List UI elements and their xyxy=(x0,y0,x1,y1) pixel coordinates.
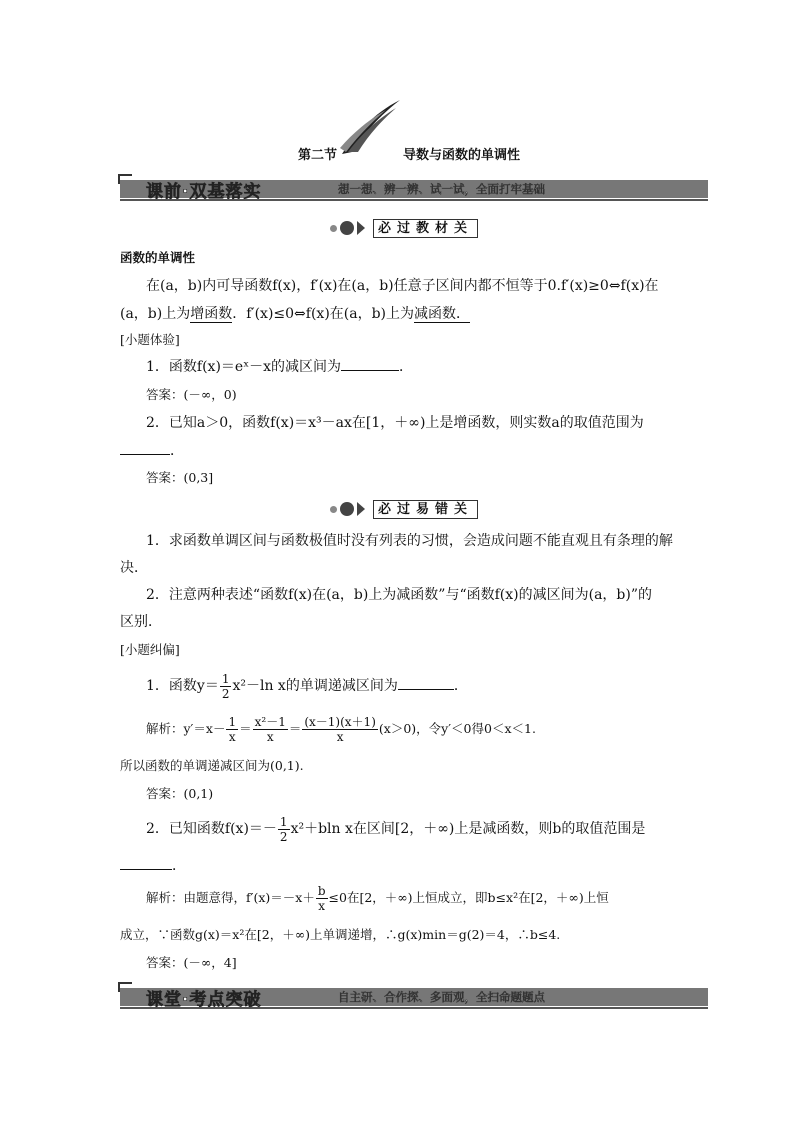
section-label-yicuo xyxy=(330,499,478,519)
numerator: 1 xyxy=(279,814,288,829)
underlined-answer: 减函数 xyxy=(414,306,457,322)
banner-title: 课堂·考点突破 xyxy=(146,990,262,1010)
answer-blank xyxy=(398,689,454,690)
denominator: 2 xyxy=(221,686,230,701)
numerator: 1 xyxy=(228,715,237,729)
answer: 答案：(0,1) xyxy=(146,786,214,801)
solution-text: ≤0在[2，＋∞)上恒成立，即b≤x²在[2，＋∞)上恒 xyxy=(328,890,609,905)
numerator: (x－1)(x＋1) xyxy=(304,715,376,729)
section-label-text: 必过教材关 xyxy=(373,219,478,238)
solution-text: 解析：由题意得，f′(x)＝－x＋ xyxy=(146,890,315,905)
equals: ＝ xyxy=(288,721,302,736)
answer-blank xyxy=(120,454,170,455)
answer: 答案：(0,3] xyxy=(146,470,214,485)
bullet-dots-icon xyxy=(330,221,365,235)
paragraph-line: 决． xyxy=(120,560,148,576)
bullet-dots-icon xyxy=(330,502,365,516)
section-number: 第二节 xyxy=(298,148,338,163)
tag-label: [小题体验] xyxy=(120,332,180,347)
question-text: 1．函数f(x)＝eˣ－x的减区间为 xyxy=(146,359,342,375)
paragraph-line: 2．注意两种表述“函数f(x)在(a，b)上为减函数”与“函数f(x)的减区间为(a，b)”的 xyxy=(146,587,653,603)
solution xyxy=(146,711,708,747)
text-span: ． xyxy=(456,306,471,322)
section-label-jiaocai xyxy=(330,218,478,238)
answer: 答案：(－∞，4] xyxy=(146,955,237,970)
answer-blank xyxy=(341,370,399,371)
paragraph-line xyxy=(120,304,708,324)
question-end: ． xyxy=(172,858,186,874)
fraction xyxy=(278,815,290,844)
answer: 答案：(－∞，0) xyxy=(146,387,237,402)
solution-text: 解析：y′＝x－ xyxy=(146,721,226,736)
solution-text: (x＞0)，令y′＜0得0＜x＜1. xyxy=(378,721,536,736)
banner-keqian xyxy=(120,180,708,202)
subheading: 函数的单调性 xyxy=(120,250,196,265)
denominator: x xyxy=(228,730,236,744)
answer-blank xyxy=(120,869,172,870)
question-end: ． xyxy=(170,443,184,459)
question-end: ． xyxy=(399,359,414,375)
question xyxy=(146,357,708,377)
solution xyxy=(146,880,708,916)
denominator: 2 xyxy=(279,829,288,844)
fraction xyxy=(220,672,232,701)
denominator: x xyxy=(336,730,344,744)
question xyxy=(120,441,708,461)
fraction xyxy=(302,715,378,744)
question xyxy=(146,669,708,703)
question xyxy=(120,856,708,876)
question-text: 1．函数y＝ xyxy=(146,678,219,694)
fraction xyxy=(226,715,238,744)
question-text: x²－ln x的单调递减区间为 xyxy=(232,678,398,694)
tag-label: [小题纠偏] xyxy=(120,642,180,657)
solution-line: 所以函数的单调递减区间为(0,1). xyxy=(120,758,304,773)
banner-hook xyxy=(118,174,132,184)
banner-hook xyxy=(118,982,132,992)
fraction xyxy=(316,884,328,913)
paragraph-line: 区别． xyxy=(120,614,162,630)
question-text: 2．已知函数f(x)＝－ xyxy=(146,821,277,837)
question-text: x²＋bln x在区间[2，＋∞)上是减函数，则b的取值范围是 xyxy=(290,821,646,837)
paragraph-line: 在(a，b)内可导函数f(x)，f′(x)在(a，b)任意子区间内都不恒等于0.f′(x)≥0⇔f(x)在 xyxy=(146,278,659,294)
fraction xyxy=(253,715,288,744)
swoosh-logo-icon xyxy=(338,98,402,156)
banner-ketang xyxy=(120,988,708,1010)
text-span: (a，b)上为 xyxy=(120,306,191,322)
page-title: 导数与函数的单调性 xyxy=(403,148,521,163)
section-label-text: 必过易错关 xyxy=(373,500,478,519)
question xyxy=(146,812,708,846)
question-end: ． xyxy=(453,678,468,694)
question: 2．已知a＞0，函数f(x)＝x³－ax在[1，＋∞)上是增函数，则实数a的取值范围为 xyxy=(146,415,644,431)
denominator: x xyxy=(318,899,326,913)
numerator: b xyxy=(317,884,326,898)
underlined-answer: 增函数 xyxy=(190,306,233,322)
banner-title: 课前·双基落实 xyxy=(146,182,262,202)
banner-slogan: 自主研、合作探、多面观，全扫命题题点 xyxy=(338,990,545,1004)
solution-line: 成立，∵函数g(x)＝x²在[2，＋∞)上单调递增，∴g(x)min＝g(2)＝4，∴b≤4. xyxy=(120,927,561,942)
text-span: ．f′(x)≤0⇔f(x)在(a，b)上为 xyxy=(232,306,415,322)
numerator: 1 xyxy=(221,671,230,686)
paragraph-line: 1．求函数单调区间与函数极值时没有列表的习惯，会造成问题不能直观且有条理的解 xyxy=(146,533,673,549)
banner-slogan: 想一想、辨一辨、试一试，全面打牢基础 xyxy=(338,182,545,196)
equals: ＝ xyxy=(239,721,252,736)
numerator: x²－1 xyxy=(254,715,286,729)
denominator: x xyxy=(266,730,274,744)
